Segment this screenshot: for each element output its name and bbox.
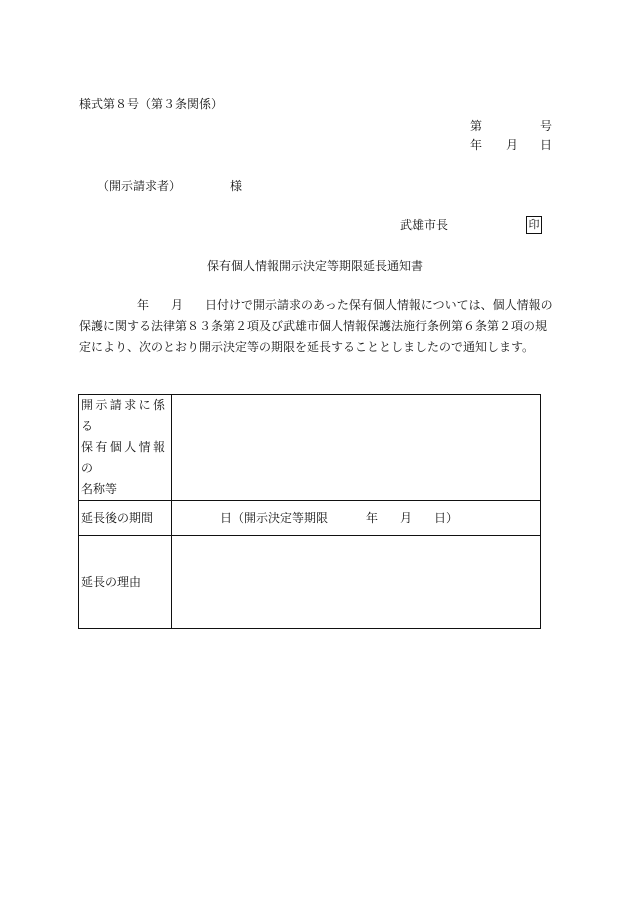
- info-table: [78, 394, 541, 629]
- document-number-suffix: 号: [540, 119, 553, 133]
- form-number: 様式第８号（第３条関係）: [79, 97, 224, 111]
- body-paragraph: [79, 295, 553, 358]
- document-number-prefix: 第: [470, 119, 483, 133]
- document-title: 保有個人情報開示決定等期限延長通知書: [206, 259, 423, 273]
- value-extended-period[interactable]: 日（開示決定等期限 年 月 日）: [172, 501, 541, 536]
- seal-mark: 印: [526, 216, 542, 234]
- date-year-label: 年: [470, 138, 483, 152]
- date-day-label: 日: [540, 138, 553, 152]
- date-month-label: 月: [506, 138, 519, 152]
- requester-label: （開示請求者）: [97, 179, 182, 193]
- row-label-reason: 延長の理由: [79, 536, 172, 629]
- table-row: [79, 536, 541, 629]
- body-year: 年: [137, 298, 150, 312]
- honorific-label: 様: [230, 179, 243, 193]
- value-reason[interactable]: [172, 536, 541, 629]
- body-month: 月: [171, 298, 184, 312]
- table-row: [79, 395, 541, 501]
- body-text-rest: 日付けで開示請求のあった保有個人情報については、個人情報の保護に関する法律第８３条第２項及び武雄市個人情報保護法施行条例第６条第２項の規定により、次のとおり開示決定等の期限を延長することとしましたので通知します。: [79, 298, 553, 354]
- sender-mayor: 武雄市長: [400, 218, 449, 232]
- value-info-name[interactable]: [172, 395, 541, 501]
- row-label-info-name: 開示請求に係る 保有個人情報の 名称等: [79, 395, 172, 501]
- row-label-extended-period: 延長後の期間: [79, 501, 172, 536]
- table-row: [79, 501, 541, 536]
